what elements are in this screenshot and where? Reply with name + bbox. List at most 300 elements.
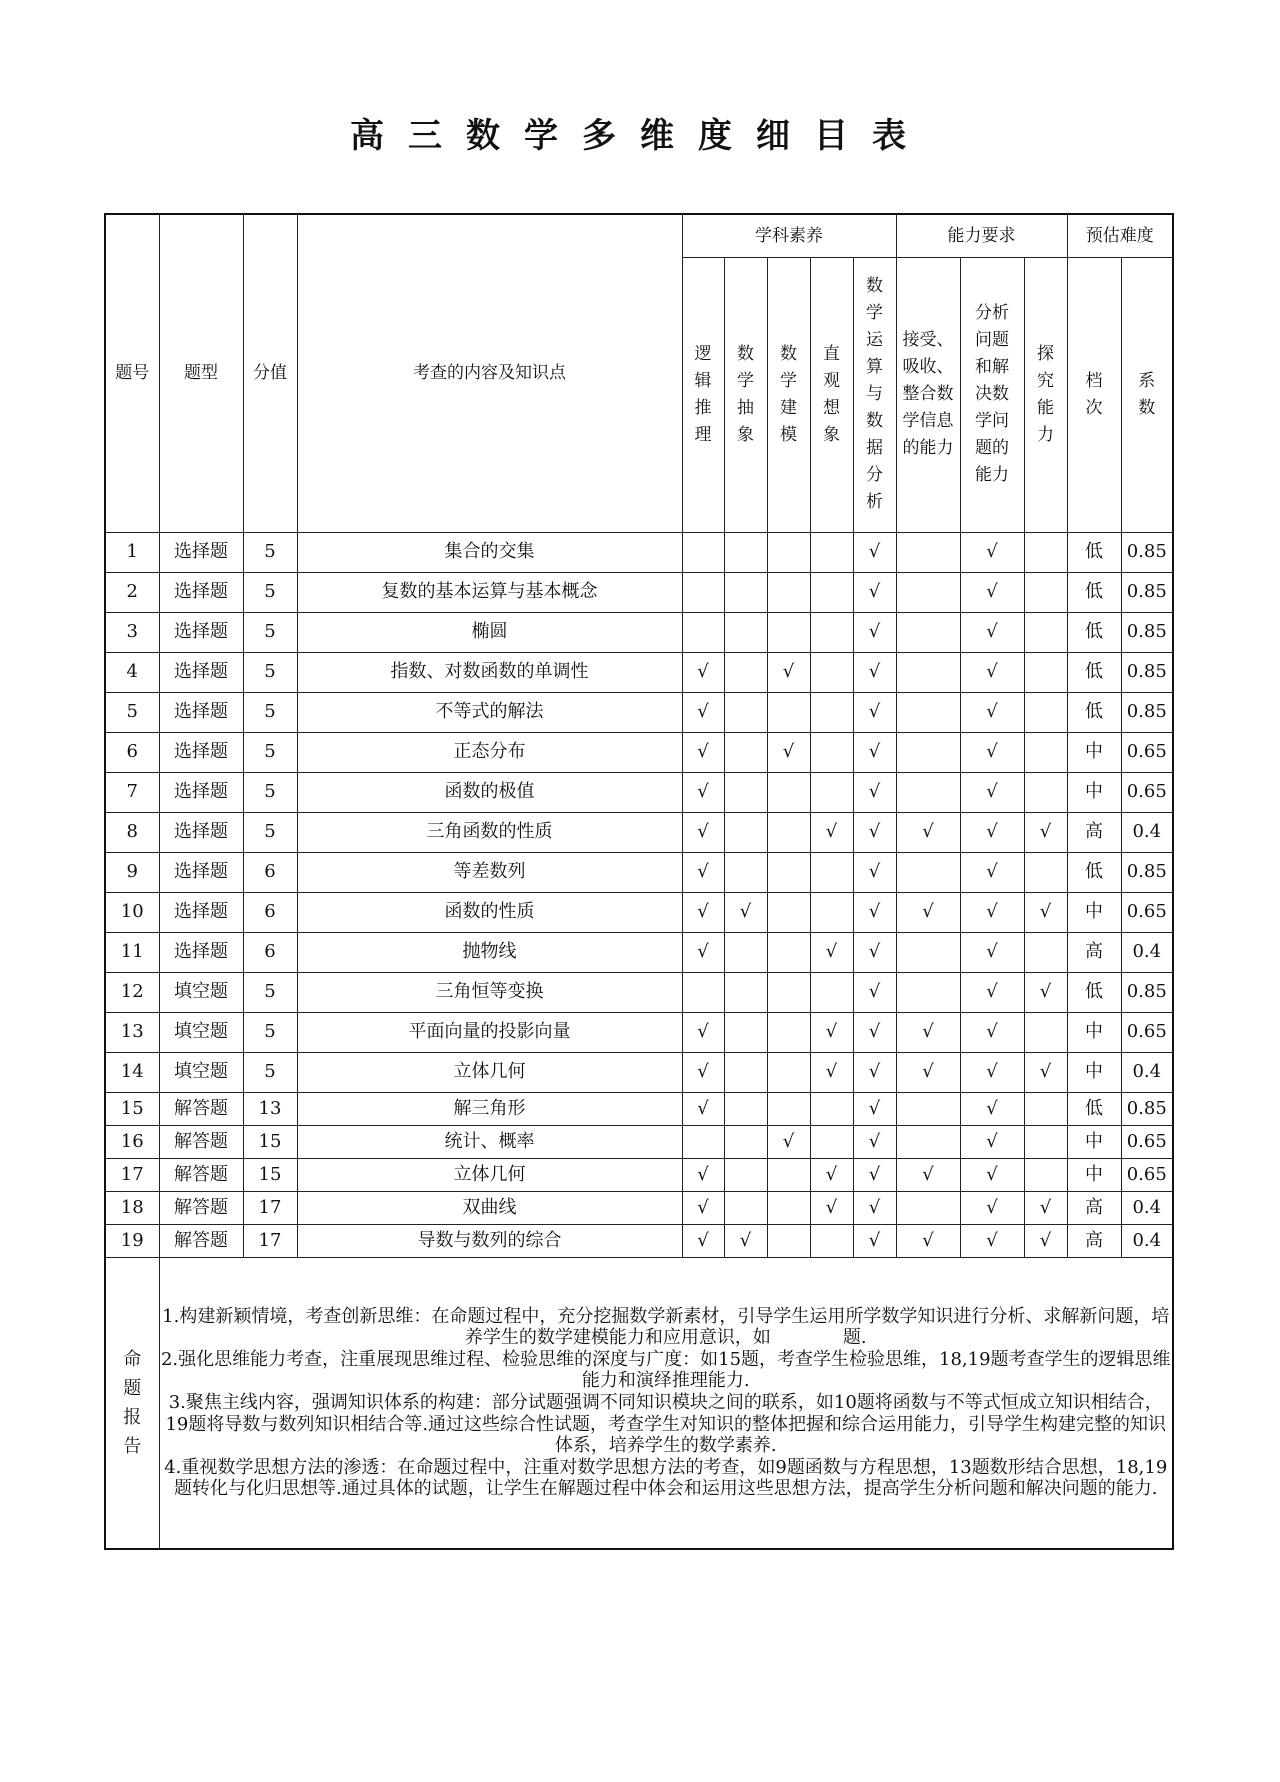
- cell-content: 导数与数列的综合: [297, 1224, 682, 1257]
- check-mark: √: [697, 901, 709, 923]
- cell-mark: [767, 892, 810, 932]
- check-mark: √: [868, 941, 881, 963]
- cell-mark: [724, 852, 767, 892]
- cell-mark: [724, 612, 767, 652]
- cell-qno: 4: [105, 652, 159, 692]
- cell-mark: [724, 732, 767, 772]
- check-mark: √: [986, 1229, 998, 1251]
- cell-mark: [724, 1191, 767, 1224]
- cell-mark: [682, 1125, 724, 1158]
- cell-mark: [1024, 652, 1067, 692]
- cell-mark: [767, 852, 810, 892]
- check-mark: √: [825, 1196, 838, 1218]
- cell-qno: 11: [105, 932, 159, 972]
- cell-content: 指数、对数函数的单调性: [297, 652, 682, 692]
- cell-mark: [960, 1191, 1024, 1224]
- check-mark: √: [922, 1163, 934, 1185]
- cell-mark: [896, 1052, 960, 1092]
- check-mark: √: [868, 861, 881, 883]
- cell-score: 5: [243, 652, 297, 692]
- cell-content: 三角恒等变换: [297, 972, 682, 1012]
- cell-qno: 15: [105, 1092, 159, 1125]
- cell-mark: [682, 1012, 724, 1052]
- check-mark: √: [922, 821, 934, 843]
- table-row: [105, 932, 1173, 972]
- table-row: [105, 532, 1173, 572]
- cell-mark: [810, 772, 853, 812]
- cell-mark: [767, 932, 810, 972]
- cell-type: 选择题: [159, 772, 243, 812]
- check-mark: √: [1039, 981, 1052, 1003]
- check-mark: √: [697, 1163, 709, 1185]
- cell-mark: [724, 1125, 767, 1158]
- cell-mark: [767, 772, 810, 812]
- cell-mark: [960, 852, 1024, 892]
- cell-type: 解答题: [159, 1191, 243, 1224]
- check-mark: √: [782, 1130, 795, 1152]
- cell-coef: 0.4: [1121, 932, 1173, 972]
- check-mark: √: [825, 1021, 838, 1043]
- cell-qno: 7: [105, 772, 159, 812]
- cell-mark: [682, 1052, 724, 1092]
- cell-content: 不等式的解法: [297, 692, 682, 732]
- cell-mark: [724, 652, 767, 692]
- cell-mark: [810, 1224, 853, 1257]
- check-mark: √: [1039, 1229, 1052, 1251]
- check-mark: √: [868, 581, 881, 603]
- cell-type: 填空题: [159, 972, 243, 1012]
- check-mark: √: [868, 1061, 881, 1083]
- check-mark: √: [782, 661, 795, 683]
- cell-mark: [724, 812, 767, 852]
- cell-mark: [853, 692, 896, 732]
- header-lit-computation: 数学运算与数据分析: [853, 257, 896, 532]
- check-mark: √: [986, 1130, 998, 1152]
- cell-mark: [682, 812, 724, 852]
- cell-mark: [724, 932, 767, 972]
- cell-qno: 9: [105, 852, 159, 892]
- table-row: [105, 1191, 1173, 1224]
- cell-type: 解答题: [159, 1092, 243, 1125]
- cell-coef: 0.4: [1121, 1191, 1173, 1224]
- cell-coef: 0.65: [1121, 1012, 1173, 1052]
- table-row: [105, 692, 1173, 732]
- cell-mark: [810, 532, 853, 572]
- cell-coef: 0.85: [1121, 652, 1173, 692]
- check-mark: √: [868, 541, 881, 563]
- cell-mark: [682, 1092, 724, 1125]
- cell-mark: [1024, 892, 1067, 932]
- table-row: [105, 852, 1173, 892]
- check-mark: √: [868, 1229, 881, 1251]
- cell-mark: [724, 532, 767, 572]
- check-mark: √: [825, 941, 838, 963]
- cell-qno: 1: [105, 532, 159, 572]
- header-content: 考查的内容及知识点: [297, 214, 682, 532]
- cell-level: 中: [1067, 1052, 1121, 1092]
- cell-score: 15: [243, 1158, 297, 1191]
- check-mark: √: [986, 581, 998, 603]
- cell-level: 高: [1067, 1191, 1121, 1224]
- check-mark: √: [986, 981, 998, 1003]
- cell-mark: [810, 932, 853, 972]
- check-mark: √: [868, 621, 881, 643]
- cell-mark: [1024, 612, 1067, 652]
- cell-coef: 0.85: [1121, 692, 1173, 732]
- cell-mark: [810, 812, 853, 852]
- table-row: [105, 1012, 1173, 1052]
- cell-score: 5: [243, 812, 297, 852]
- cell-type: 解答题: [159, 1224, 243, 1257]
- cell-mark: [896, 652, 960, 692]
- cell-score: 5: [243, 692, 297, 732]
- cell-score: 5: [243, 772, 297, 812]
- cell-mark: [1024, 692, 1067, 732]
- cell-mark: [896, 852, 960, 892]
- cell-mark: [960, 892, 1024, 932]
- check-mark: √: [922, 1229, 934, 1251]
- cell-mark: [960, 772, 1024, 812]
- cell-mark: [896, 812, 960, 852]
- cell-type: 选择题: [159, 892, 243, 932]
- cell-mark: [724, 1052, 767, 1092]
- cell-level: 低: [1067, 972, 1121, 1012]
- cell-mark: [896, 1125, 960, 1158]
- cell-mark: [960, 812, 1024, 852]
- cell-content: 等差数列: [297, 852, 682, 892]
- cell-mark: [767, 972, 810, 1012]
- cell-mark: [810, 692, 853, 732]
- cell-qno: 3: [105, 612, 159, 652]
- check-mark: √: [1039, 1196, 1052, 1218]
- cell-mark: [767, 1125, 810, 1158]
- cell-type: 选择题: [159, 812, 243, 852]
- header-qno: 题号: [105, 214, 159, 532]
- cell-mark: [853, 1224, 896, 1257]
- header-abl-receive: 接受、吸收、整合数学信息的能力: [896, 257, 960, 532]
- cell-score: 6: [243, 932, 297, 972]
- cell-mark: [853, 1125, 896, 1158]
- cell-mark: [810, 892, 853, 932]
- cell-score: 17: [243, 1191, 297, 1224]
- cell-mark: [896, 972, 960, 1012]
- check-mark: √: [868, 1163, 881, 1185]
- cell-mark: [853, 972, 896, 1012]
- header-group-ability: 能力要求: [896, 214, 1067, 257]
- cell-mark: [853, 1012, 896, 1052]
- cell-mark: [724, 1158, 767, 1191]
- check-mark: √: [922, 1021, 934, 1043]
- cell-mark: [853, 812, 896, 852]
- cell-level: 低: [1067, 652, 1121, 692]
- cell-qno: 5: [105, 692, 159, 732]
- header-coef: 系数: [1121, 257, 1173, 532]
- check-mark: √: [868, 741, 881, 763]
- cell-mark: [896, 1012, 960, 1052]
- cell-mark: [960, 612, 1024, 652]
- cell-type: 选择题: [159, 612, 243, 652]
- cell-coef: 0.65: [1121, 772, 1173, 812]
- check-mark: √: [986, 1021, 998, 1043]
- cell-mark: [767, 1158, 810, 1191]
- cell-level: 中: [1067, 1158, 1121, 1191]
- table-row: [105, 892, 1173, 932]
- report-paragraph: 1.构建新颖情境，考查创新思维：在命题过程中，充分挖掘数学新素材，引导学生运用所学数学知识进行分析、求解新问题，培养学生的数学建模能力和应用意识，如 题.: [162, 1305, 1170, 1349]
- cell-mark: [1024, 772, 1067, 812]
- cell-mark: [853, 892, 896, 932]
- table-row: [105, 652, 1173, 692]
- cell-content: 立体几何: [297, 1158, 682, 1191]
- cell-type: 选择题: [159, 572, 243, 612]
- check-mark: √: [868, 981, 881, 1003]
- report-paragraph: 2.强化思维能力考查，注重展现思维过程、检验思维的深度与广度：如15题，考查学生检验思维，18,19题考查学生的逻辑思维能力和演绎推理能力.: [160, 1348, 1171, 1392]
- header-level: 档次: [1067, 257, 1121, 532]
- cell-score: 15: [243, 1125, 297, 1158]
- cell-level: 高: [1067, 1224, 1121, 1257]
- cell-mark: [810, 1191, 853, 1224]
- cell-mark: [724, 892, 767, 932]
- cell-mark: [810, 852, 853, 892]
- cell-mark: [853, 1052, 896, 1092]
- check-mark: √: [986, 1097, 998, 1119]
- cell-mark: [810, 732, 853, 772]
- cell-mark: [960, 532, 1024, 572]
- cell-mark: [724, 972, 767, 1012]
- table-row: [105, 572, 1173, 612]
- cell-mark: [810, 572, 853, 612]
- cell-type: 选择题: [159, 692, 243, 732]
- cell-mark: [767, 732, 810, 772]
- check-mark: √: [825, 1061, 838, 1083]
- check-mark: √: [697, 1021, 709, 1043]
- cell-type: 填空题: [159, 1012, 243, 1052]
- cell-mark: [960, 692, 1024, 732]
- cell-coef: 0.85: [1121, 572, 1173, 612]
- cell-content: 集合的交集: [297, 532, 682, 572]
- cell-content: 复数的基本运算与基本概念: [297, 572, 682, 612]
- cell-qno: 12: [105, 972, 159, 1012]
- cell-score: 5: [243, 532, 297, 572]
- cell-mark: [1024, 1052, 1067, 1092]
- cell-type: 选择题: [159, 932, 243, 972]
- header-type: 题型: [159, 214, 243, 532]
- cell-mark: [682, 532, 724, 572]
- cell-mark: [767, 812, 810, 852]
- cell-score: 5: [243, 972, 297, 1012]
- cell-type: 解答题: [159, 1125, 243, 1158]
- cell-type: 解答题: [159, 1158, 243, 1191]
- cell-mark: [810, 1052, 853, 1092]
- cell-score: 5: [243, 1012, 297, 1052]
- check-mark: √: [697, 861, 709, 883]
- cell-mark: [896, 532, 960, 572]
- cell-coef: 0.85: [1121, 972, 1173, 1012]
- cell-mark: [724, 692, 767, 732]
- cell-qno: 16: [105, 1125, 159, 1158]
- cell-type: 选择题: [159, 852, 243, 892]
- cell-mark: [810, 1158, 853, 1191]
- cell-qno: 2: [105, 572, 159, 612]
- cell-mark: [767, 1092, 810, 1125]
- cell-mark: [960, 932, 1024, 972]
- cell-mark: [960, 972, 1024, 1012]
- check-mark: √: [986, 901, 998, 923]
- cell-mark: [724, 1224, 767, 1257]
- cell-content: 抛物线: [297, 932, 682, 972]
- cell-mark: [896, 1191, 960, 1224]
- cell-qno: 17: [105, 1158, 159, 1191]
- cell-mark: [853, 732, 896, 772]
- cell-mark: [767, 612, 810, 652]
- table-row: [105, 1125, 1173, 1158]
- check-mark: √: [739, 1229, 752, 1251]
- cell-mark: [960, 732, 1024, 772]
- check-mark: √: [697, 1097, 709, 1119]
- cell-mark: [682, 572, 724, 612]
- cell-mark: [960, 1158, 1024, 1191]
- cell-level: 高: [1067, 812, 1121, 852]
- check-mark: √: [782, 741, 795, 763]
- cell-score: 6: [243, 852, 297, 892]
- cell-mark: [853, 532, 896, 572]
- cell-mark: [960, 1052, 1024, 1092]
- cell-level: 中: [1067, 732, 1121, 772]
- cell-coef: 0.65: [1121, 1158, 1173, 1191]
- report-paragraph: 4.重视数学思想方法的渗透：在命题过程中，注重对数学思想方法的考查，如9题函数与方程思想，13题数形结合思想，18,19题转化与化归思想等.通过具体的试题，让学生在解题过程中体会和运用这些思想方法，提高学生分析问题和解决问题的能力.: [164, 1456, 1168, 1500]
- cell-mark: [896, 932, 960, 972]
- cell-qno: 6: [105, 732, 159, 772]
- cell-mark: [682, 732, 724, 772]
- cell-qno: 14: [105, 1052, 159, 1092]
- cell-mark: [810, 612, 853, 652]
- check-mark: √: [739, 901, 752, 923]
- check-mark: √: [868, 661, 881, 683]
- report-paragraph: 3.聚焦主线内容，强调知识体系的构建：部分试题强调不同知识模块之间的联系，如10题将函数与不等式恒成立知识相结合，19题将导数与数列知识相结合等.通过这些综合性试题，考查学生对知识的整体把握和综合运用能力，引导学生构建完整的知识体系，培养学生的数学素养.: [165, 1391, 1167, 1457]
- cell-score: 5: [243, 612, 297, 652]
- cell-mark: [1024, 1012, 1067, 1052]
- cell-mark: [896, 692, 960, 732]
- check-mark: √: [697, 1061, 709, 1083]
- cell-mark: [767, 572, 810, 612]
- cell-content: 函数的性质: [297, 892, 682, 932]
- table-row: [105, 972, 1173, 1012]
- cell-mark: [960, 1125, 1024, 1158]
- cell-type: 填空题: [159, 1052, 243, 1092]
- check-mark: √: [986, 741, 998, 763]
- check-mark: √: [868, 821, 881, 843]
- cell-mark: [682, 852, 724, 892]
- cell-qno: 18: [105, 1191, 159, 1224]
- cell-mark: [1024, 1092, 1067, 1125]
- check-mark: √: [868, 1130, 881, 1152]
- cell-level: 低: [1067, 532, 1121, 572]
- check-mark: √: [986, 941, 998, 963]
- cell-mark: [960, 1012, 1024, 1052]
- cell-type: 选择题: [159, 652, 243, 692]
- cell-coef: 0.85: [1121, 532, 1173, 572]
- cell-score: 6: [243, 892, 297, 932]
- cell-coef: 0.85: [1121, 852, 1173, 892]
- check-mark: √: [868, 901, 881, 923]
- cell-coef: 0.65: [1121, 732, 1173, 772]
- cell-mark: [1024, 1191, 1067, 1224]
- cell-level: 中: [1067, 1125, 1121, 1158]
- cell-mark: [1024, 932, 1067, 972]
- cell-mark: [853, 1092, 896, 1125]
- cell-type: 选择题: [159, 732, 243, 772]
- cell-mark: [1024, 532, 1067, 572]
- check-mark: √: [986, 781, 998, 803]
- cell-mark: [896, 732, 960, 772]
- cell-mark: [767, 532, 810, 572]
- check-mark: √: [868, 1097, 881, 1119]
- table-row: [105, 1052, 1173, 1092]
- cell-qno: 13: [105, 1012, 159, 1052]
- cell-coef: 0.85: [1121, 1092, 1173, 1125]
- cell-mark: [853, 652, 896, 692]
- cell-type: 选择题: [159, 532, 243, 572]
- cell-mark: [682, 892, 724, 932]
- check-mark: √: [986, 661, 998, 683]
- check-mark: √: [1039, 821, 1052, 843]
- table-row: [105, 812, 1173, 852]
- cell-mark: [896, 572, 960, 612]
- table-row: [105, 612, 1173, 652]
- check-mark: √: [868, 701, 881, 723]
- cell-mark: [960, 652, 1024, 692]
- cell-mark: [682, 972, 724, 1012]
- cell-mark: [853, 1158, 896, 1191]
- cell-mark: [682, 1191, 724, 1224]
- cell-coef: 0.85: [1121, 612, 1173, 652]
- cell-mark: [1024, 1224, 1067, 1257]
- check-mark: √: [697, 741, 709, 763]
- check-mark: √: [986, 1196, 998, 1218]
- cell-mark: [1024, 572, 1067, 612]
- header-score: 分值: [243, 214, 297, 532]
- cell-mark: [853, 932, 896, 972]
- cell-mark: [682, 1158, 724, 1191]
- cell-mark: [896, 1158, 960, 1191]
- check-mark: √: [868, 1021, 881, 1043]
- cell-mark: [682, 692, 724, 732]
- cell-mark: [767, 692, 810, 732]
- cell-score: 5: [243, 1052, 297, 1092]
- table-row: [105, 1092, 1173, 1125]
- cell-qno: 19: [105, 1224, 159, 1257]
- cell-level: 低: [1067, 612, 1121, 652]
- cell-coef: 0.4: [1121, 1224, 1173, 1257]
- check-mark: √: [697, 1229, 709, 1251]
- table-row: [105, 732, 1173, 772]
- check-mark: √: [825, 821, 838, 843]
- cell-mark: [682, 612, 724, 652]
- check-mark: √: [1039, 901, 1052, 923]
- cell-mark: [724, 572, 767, 612]
- cell-content: 解三角形: [297, 1092, 682, 1125]
- cell-mark: [853, 852, 896, 892]
- cell-mark: [1024, 1158, 1067, 1191]
- cell-coef: 0.4: [1121, 1052, 1173, 1092]
- check-mark: √: [697, 701, 709, 723]
- header-lit-modeling: 数学建模: [767, 257, 810, 532]
- header-abl-solve: 分析问题和解决数学问题的能力: [960, 257, 1024, 532]
- table-row: [105, 1224, 1173, 1257]
- header-lit-abstraction: 数学抽象: [724, 257, 767, 532]
- cell-content: 函数的极值: [297, 772, 682, 812]
- check-mark: √: [697, 781, 709, 803]
- cell-content: 椭圆: [297, 612, 682, 652]
